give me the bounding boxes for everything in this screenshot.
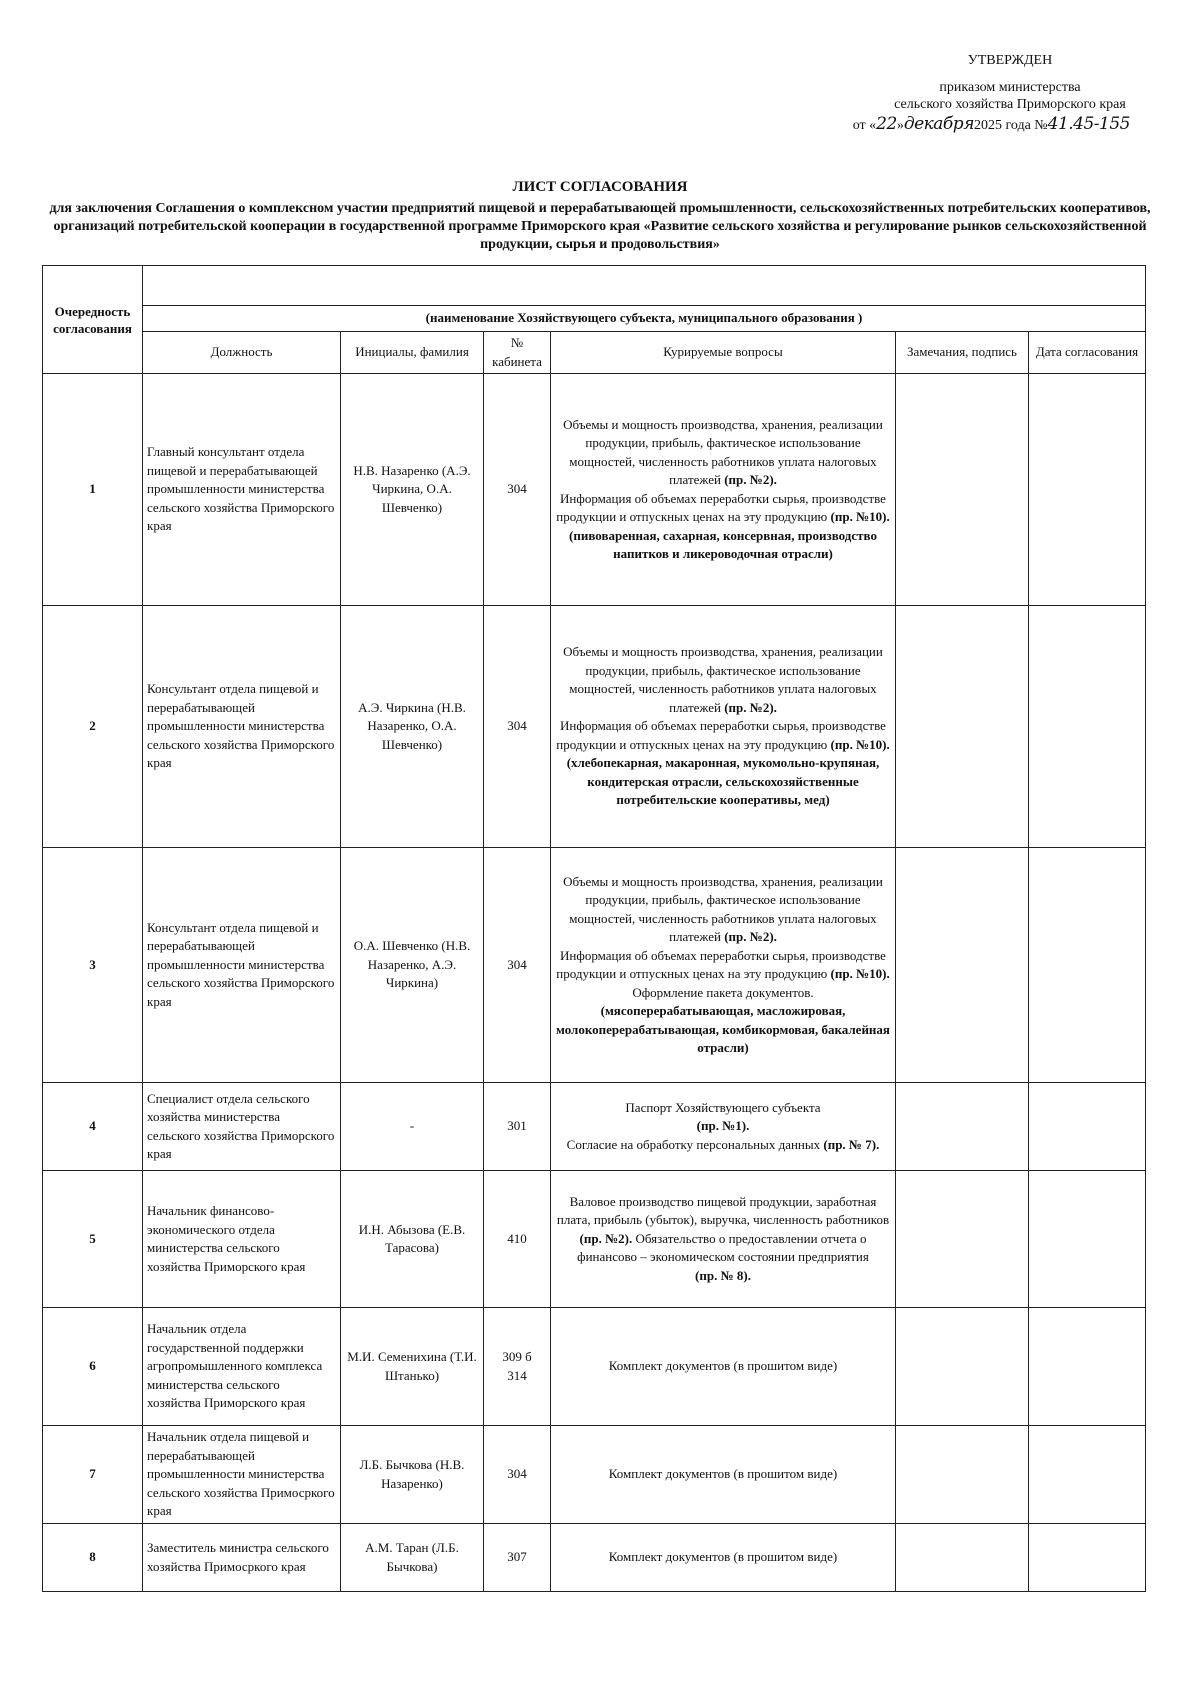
row-name: Н.В. Назаренко (А.Э. Чиркина, О.А. Шевченко) <box>341 374 484 606</box>
question-ref: (пр. №2). <box>579 1230 633 1246</box>
row-room: 301 <box>484 1083 551 1171</box>
header-name: Инициалы, фамилия <box>341 332 484 374</box>
row-room: 304 <box>484 1426 551 1524</box>
question-text: Объемы и мощность производства, хранения, реализации продукции, прибыль, фактическое использование мощностей, численность работников уплата налоговых платежей <box>563 873 883 944</box>
question-ref: (пр. №2). <box>724 699 777 715</box>
entity-name-cell <box>143 266 1146 306</box>
row-room: 410 <box>484 1171 551 1308</box>
row-position: Начальник отдела пищевой и перерабатывающей промышленности министерства сельского хозяйства Примосркого края <box>143 1426 341 1524</box>
approval-line-2: сельского хозяйства Приморского края <box>894 97 1126 112</box>
header-questions: Курируемые вопросы <box>551 332 896 374</box>
header-position: Должность <box>143 332 341 374</box>
entity-caption: (наименование Хозяйствующего субъекта, муниципального образования ) <box>143 306 1146 332</box>
approval-title: УТВЕРЖДЕН <box>967 53 1053 68</box>
row-position: Начальник отдела государственной поддержки агропромышленного комплекса министерства сельского хозяйства Приморского края <box>143 1308 341 1426</box>
table-row <box>43 1308 1146 1426</box>
question-ref: (пр. №10). <box>830 509 890 524</box>
question-text: Информация об объемах переработки сырья, производстве продукции и отпускных ценах на эту продукцию <box>556 947 886 981</box>
document-title: ЛИСТ СОГЛАСОВАНИЯ <box>512 179 688 195</box>
row-room: 304 <box>484 374 551 606</box>
document-title-block <box>30 178 1170 254</box>
entity-blank-row <box>43 266 1146 306</box>
row-number: 8 <box>43 1524 143 1592</box>
row-questions: Комплект документов (в прошитом виде) <box>551 1524 896 1592</box>
header-date: Дата согласования <box>1029 332 1146 374</box>
row-questions: Комплект документов (в прошитом виде) <box>551 1308 896 1426</box>
question-text: Валовое производство пищевой продукции, заработная плата, прибыль (убыток), выручка, численность работников <box>556 1193 890 1228</box>
date-prefix: от « <box>852 118 877 133</box>
seq-header: Очередность согласования <box>43 266 143 374</box>
row-date <box>1029 606 1146 848</box>
question-ref: (пр. №10). <box>830 736 890 752</box>
table-row <box>43 1083 1146 1171</box>
row-position: Заместитель министра сельского хозяйства Примосркого края <box>143 1524 341 1592</box>
date-year-number-label: 2025 года № <box>973 118 1048 133</box>
row-position: Начальник финансово-экономического отдела министерства сельского хозяйства Приморского края <box>143 1171 341 1308</box>
row-remarks <box>896 1083 1029 1171</box>
row-questions <box>551 606 896 848</box>
row-number: 7 <box>43 1426 143 1524</box>
row-questions <box>551 374 896 606</box>
table-row <box>43 374 1146 606</box>
question-industries: (мясоперерабатывающая, масложировая, молокоперерабатывающая, комбикормовая, бакалейная отрасли) <box>556 1003 890 1055</box>
question-text: Согласие на обработку персональных данных <box>566 1136 824 1152</box>
row-questions <box>551 1171 896 1308</box>
question-industries: (хлебопекарная, макаронная, мукомольно-крупяная, кондитерская отрасли, сельскохозяйственные потребительские кооперативы, мед) <box>566 755 880 808</box>
row-name: М.И. Семенихина (Т.И. Штанько) <box>341 1308 484 1426</box>
header-remarks: Замечания, подпись <box>896 332 1029 374</box>
row-questions <box>551 1083 896 1171</box>
question-text: Оформление пакета документов. <box>632 984 814 1000</box>
approval-block <box>845 52 1175 134</box>
row-remarks <box>896 606 1029 848</box>
table-row <box>43 606 1146 848</box>
handwritten-order-number: 41.45-155 <box>1047 114 1130 134</box>
document-subtitle: для заключения Соглашения о комплексном участии предприятий пищевой и перерабатывающей промышленности, сельскохозяйственных потребительских кооперативов, организаций потребительской кооперации в государственной программе Приморского края «Развитие сельского хозяйства и регулирование рынков сельскохозяйственной продукции, сырья и продовольствия» <box>49 201 1151 252</box>
row-date <box>1029 374 1146 606</box>
row-position: Специалист отдела сельского хозяйства министерства сельского хозяйства Приморского края <box>143 1083 341 1171</box>
row-room: 304 <box>484 848 551 1083</box>
handwritten-day: 22 <box>876 114 897 134</box>
approval-line-1: приказом министерства <box>939 80 1081 95</box>
header-row <box>43 332 1146 374</box>
question-ref: (пр. №2). <box>724 472 777 487</box>
row-remarks <box>896 848 1029 1083</box>
row-room: 307 <box>484 1524 551 1592</box>
approval-date-line <box>845 116 1130 134</box>
row-number: 6 <box>43 1308 143 1426</box>
row-remarks <box>896 1171 1029 1308</box>
question-ref: (пр. №2). <box>724 929 777 944</box>
question-ref: (пр. № 8). <box>695 1267 751 1283</box>
row-name: О.А. Шевченко (Н.В. Назаренко, А.Э. Чиркина) <box>341 848 484 1083</box>
question-text: Объемы и мощность производства, хранения, реализации продукции, прибыль, фактическое использование мощностей, численность работников уплата налоговых платежей <box>563 416 883 487</box>
row-name: Л.Б. Бычкова (Н.В. Назаренко) <box>341 1426 484 1524</box>
approval-table <box>42 265 1146 1592</box>
question-text: Информация об объемах переработки сырья, производстве продукции и отпускных ценах на эту продукцию <box>556 490 886 524</box>
handwritten-month: декабря <box>903 114 974 134</box>
row-position: Консультант отдела пищевой и перерабатывающей промышленности министерства сельского хозяйства Приморского края <box>143 848 341 1083</box>
row-date <box>1029 1524 1146 1592</box>
row-number: 1 <box>43 374 143 606</box>
question-ref: (пр. № 7). <box>823 1136 880 1152</box>
row-date <box>1029 1426 1146 1524</box>
date-quote: » <box>896 118 904 133</box>
question-text: Паспорт Хозяйствующего субъекта <box>625 1099 821 1115</box>
entity-caption-row <box>43 306 1146 332</box>
row-date <box>1029 1308 1146 1426</box>
row-date <box>1029 1171 1146 1308</box>
row-room: 304 <box>484 606 551 848</box>
row-remarks <box>896 1426 1029 1524</box>
question-industries: (пивоваренная, сахарная, консервная, производство напитков и ликероводочная отрасли) <box>569 527 877 561</box>
question-ref: (пр. №1). <box>696 1118 750 1134</box>
question-text: Обязательство о предоставлении отчета о финансово – экономическом состоянии предприятия <box>577 1230 869 1265</box>
table-row <box>43 848 1146 1083</box>
row-questions: Комплект документов (в прошитом виде) <box>551 1426 896 1524</box>
row-remarks <box>896 1308 1029 1426</box>
row-number: 3 <box>43 848 143 1083</box>
row-remarks <box>896 1524 1029 1592</box>
table-row <box>43 1524 1146 1592</box>
row-room: 309 б 314 <box>484 1308 551 1426</box>
row-number: 2 <box>43 606 143 848</box>
row-name: - <box>341 1083 484 1171</box>
table-row <box>43 1171 1146 1308</box>
row-name: А.Э. Чиркина (Н.В. Назаренко, О.А. Шевченко) <box>341 606 484 848</box>
row-questions <box>551 848 896 1083</box>
row-number: 4 <box>43 1083 143 1171</box>
row-name: И.Н. Абызова (Е.В. Тарасова) <box>341 1171 484 1308</box>
row-position: Главный консультант отдела пищевой и перерабатывающей промышленности министерства сельского хозяйства Приморского края <box>143 374 341 606</box>
question-text: Объемы и мощность производства, хранения, реализации продукции, прибыль, фактическое использование мощностей, численность работников уплата налоговых платежей <box>563 644 883 715</box>
row-number: 5 <box>43 1171 143 1308</box>
question-ref: (пр. №10). <box>830 966 890 981</box>
row-date <box>1029 1083 1146 1171</box>
row-date <box>1029 848 1146 1083</box>
table-row <box>43 1426 1146 1524</box>
header-room: № кабинета <box>484 332 551 374</box>
question-text: Информация об объемах переработки сырья, производстве продукции и отпускных ценах на эту продукцию <box>556 718 886 752</box>
row-name: А.М. Таран (Л.Б. Бычкова) <box>341 1524 484 1592</box>
row-remarks <box>896 374 1029 606</box>
row-position: Консультант отдела пищевой и перерабатывающей промышленности министерства сельского хозяйства Приморского края <box>143 606 341 848</box>
